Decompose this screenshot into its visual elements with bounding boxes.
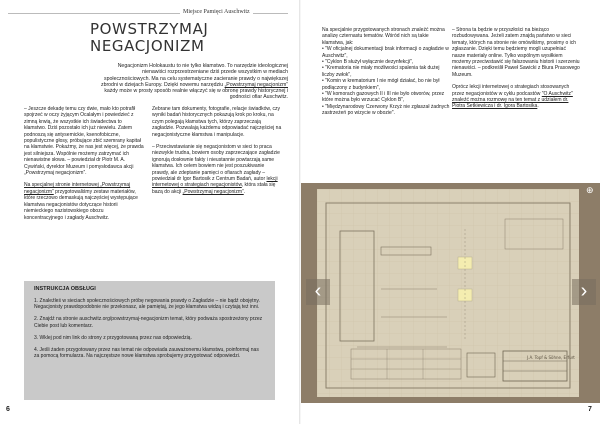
bullet-item: • "Krematoria nie miały możliwości spalenia tak dużej liczby zwłok",	[322, 65, 440, 78]
instruction-item: 1. Znaleźleś w sieciach społecznościowych próbę negowania prawdy o Zagładzie – nie bądź obojętny. Negacjonisty prawdopodobnie nie przekonasz, ale pamiętaj, że jego kłamstwa widzą i czytają też inni.	[34, 298, 260, 311]
intro-paragraph: Negacjonizm Holokaustu to nie tylko kłamstwo. To narzędzie ideologicznej nienawiści rozprzestrzeniane dziś przede wszystkim w mediach społecznościowych. Ma na celu systematyczne zacieranie prawdy o największej zbrodni w dziejach Europy. Dzięki nowemu narzędziu „Powstrzymaj negacjonizm” każdy może w prosty sposób realnie włączyć się w obronę prawdy historycznej i godności ofiar Auschwitz.	[100, 63, 288, 101]
right-column-1	[322, 27, 450, 117]
right-column-2	[452, 27, 580, 110]
page-number-left: 6	[6, 406, 10, 413]
website-link[interactable]: Na specjalnej stronie internetowej „Powstrzymaj negacjonizm”	[24, 182, 131, 195]
campaign-link[interactable]: „Powstrzymaj negacjonizm”	[182, 188, 244, 195]
bullet-item: • "Cyklon B służył wyłącznie dezynfekcji",	[322, 59, 414, 66]
intro-link[interactable]: „Powstrzymaj negacjonizm”	[224, 81, 288, 88]
blueprint-sheet	[317, 189, 579, 397]
bartosik-paragraph: – Przeciwstawianie się negacjonistom w sieci to praca niezwykle trudna, bowiem osoby zaprzeczające zagładzie ignorują dosłownie fakty i nieustannie powtarzają same kłamstwa. Ich celem bowiem nie jest poszukiwanie prawdy, ale zdeptanie pamięci o ofiarach zagłady – powiedział dr Igor Bartosik z Centrum Badań, autor lekcji internetowej o strategiach negacjonistów, która stała się bazą do akcji „Powstrzymaj negacjonizm”.	[152, 144, 280, 195]
instruction-item: 2. Znajdź na stronie auschwitz.org/powstrzymaj-negacjonizm temat, który podważa spostrzeżony przez Ciebie post lub komentarz.	[34, 316, 263, 329]
podcast-paragraph: Oprócz lekcji internetowej o strategiach stosowanych przez negacjonistów w cyklu podcastów "O Auschwitz" znaleźć można rozmowę na ten temat z udziałem dr. Piotra Setkiewicza i dr. Igora Bartosika.	[452, 84, 573, 110]
left-column-2	[152, 106, 282, 195]
instructions-heading: INSTRUKCJA OBSŁUGI	[34, 286, 96, 292]
sawicki-paragraph: – Strona ta będzie w przyszłości na bieżąco rozbudowywana. Jeżeli zatem znajdą państwo w sieci tematy, których na stronie nie omówiliśmy, prosimy o ich zgłaszanie. Dzięki temu będziemy mogli uzupełniać nasze materiały online. Tylko wspólnym wysiłkiem możemy przeciwstawić się fałszowaniu historii i szerzeniu nienawiści. – podkreślił Paweł Sawicki z Biura Prasowego Muzeum.	[452, 27, 580, 78]
topics-intro: Na specjalnie przygotowanych stronach znaleźć można analizę czternastu tematów. Wśród nich są takie kłamstwa, jak:	[322, 27, 445, 46]
title-line-1: POWSTRZYMAJ	[90, 20, 209, 38]
website-paragraph: Na specjalnej stronie internetowej „Powstrzymaj negacjonizm” przygotowaliśmy zestaw materiałów, które rzeczowo demaskują najczęściej występujące kłamstwa negacjonistów dotyczące historii niemieckiego nazistowskiego obozu koncentracyjnego i zagłady Auschwitz.	[24, 182, 138, 221]
zoom-icon[interactable]: ⊕	[586, 185, 594, 195]
bullet-item: • "Międzynarodowy Czerwony Krzyż nie zgłaszał żadnych zastrzeżeń po wizycie w obozie".	[322, 103, 450, 117]
page-number-right: 7	[588, 406, 592, 413]
title-line-2: NEGACJONIZM	[90, 37, 205, 55]
prev-image-button[interactable]: ‹	[306, 279, 330, 305]
instruction-item: 4. Jeśli żaden przygotowany przez nas temat nie odpowiada zauważonemu kłamstwu, poinformuj nas za pomocą formularza. Na najczęstsze nowe kłamstwa sprobujemy przygotować odpowiedzi.	[34, 347, 259, 360]
page-title	[90, 21, 290, 55]
instructions-box	[24, 281, 275, 400]
documents-paragraph: Zebrane tam dokumenty, fotografie, relacje świadków, czy wyniki badań historycznych pokazują krok po kroku, na czym polegają kłamstwa tych, którzy zaprzeczają zagładzie. Pozwalają każdemu odpowiadać najczęściej na negacjonistyczne kłamstwa i manipulacje.	[152, 106, 282, 138]
blueprint-photo[interactable]	[300, 183, 600, 403]
blueprint-drawing	[317, 189, 579, 397]
quote-paragraph: – Jeszcze dekadę temu czy dwie, mało kto potrafił spojrzeć w oczy żyjącym Ocalałym i powiedzieć z zimną krwią, że wszystkie ich świadectwa to kłamstwo. Dziś pozostało ich już niewielu. Zatem podnoszą się antysemickie, ksenofobiczne, populistyczne głosy, próbujące zbić szemrany kapitał na kłamstwie. Pokażmy, że nas jest więcej, że prawda jest silniejsza. Wspólnie możemy zatrzymać ich nienawistne słowa. – powiedział dr Piotr M. A. Cywiński, dyrektor Muzeum i pomysłodawca akcji „Powstrzymaj negacjonizm”.	[24, 106, 144, 177]
next-image-button[interactable]: ›	[572, 279, 596, 305]
podcast-link[interactable]: "O Auschwitz" znaleźć można rozmowę na ten temat z udziałem dr. Piotra Setkiewicza i dr. Igora Bartosika	[452, 90, 573, 110]
instruction-item: 3. Wklej pod nim link do strony z przygotowaną przez nas odpowiedzią.	[34, 334, 192, 341]
bullet-item: • "W komorach gazowych II i III nie było otworów, przez które można było wrzucać Cyklon B",	[322, 91, 445, 104]
lesson-link[interactable]: lekcji internetowej o strategiach negacjonistów	[152, 176, 278, 189]
drawing-stamp: J.A. Topf & Söhne, Erfurt	[527, 355, 575, 360]
left-column-1	[24, 106, 144, 221]
bullet-item: • "Komin w krematorium I nie mógł działać, bo nie był podłączony z budynkiem",	[322, 78, 440, 91]
section-header: Miejsce Pamięci Auschwitz	[180, 9, 253, 15]
bullet-item: • "W oficjalnej dokumentacji brak informacji o zagładzie w Auschwitz",	[322, 46, 449, 59]
